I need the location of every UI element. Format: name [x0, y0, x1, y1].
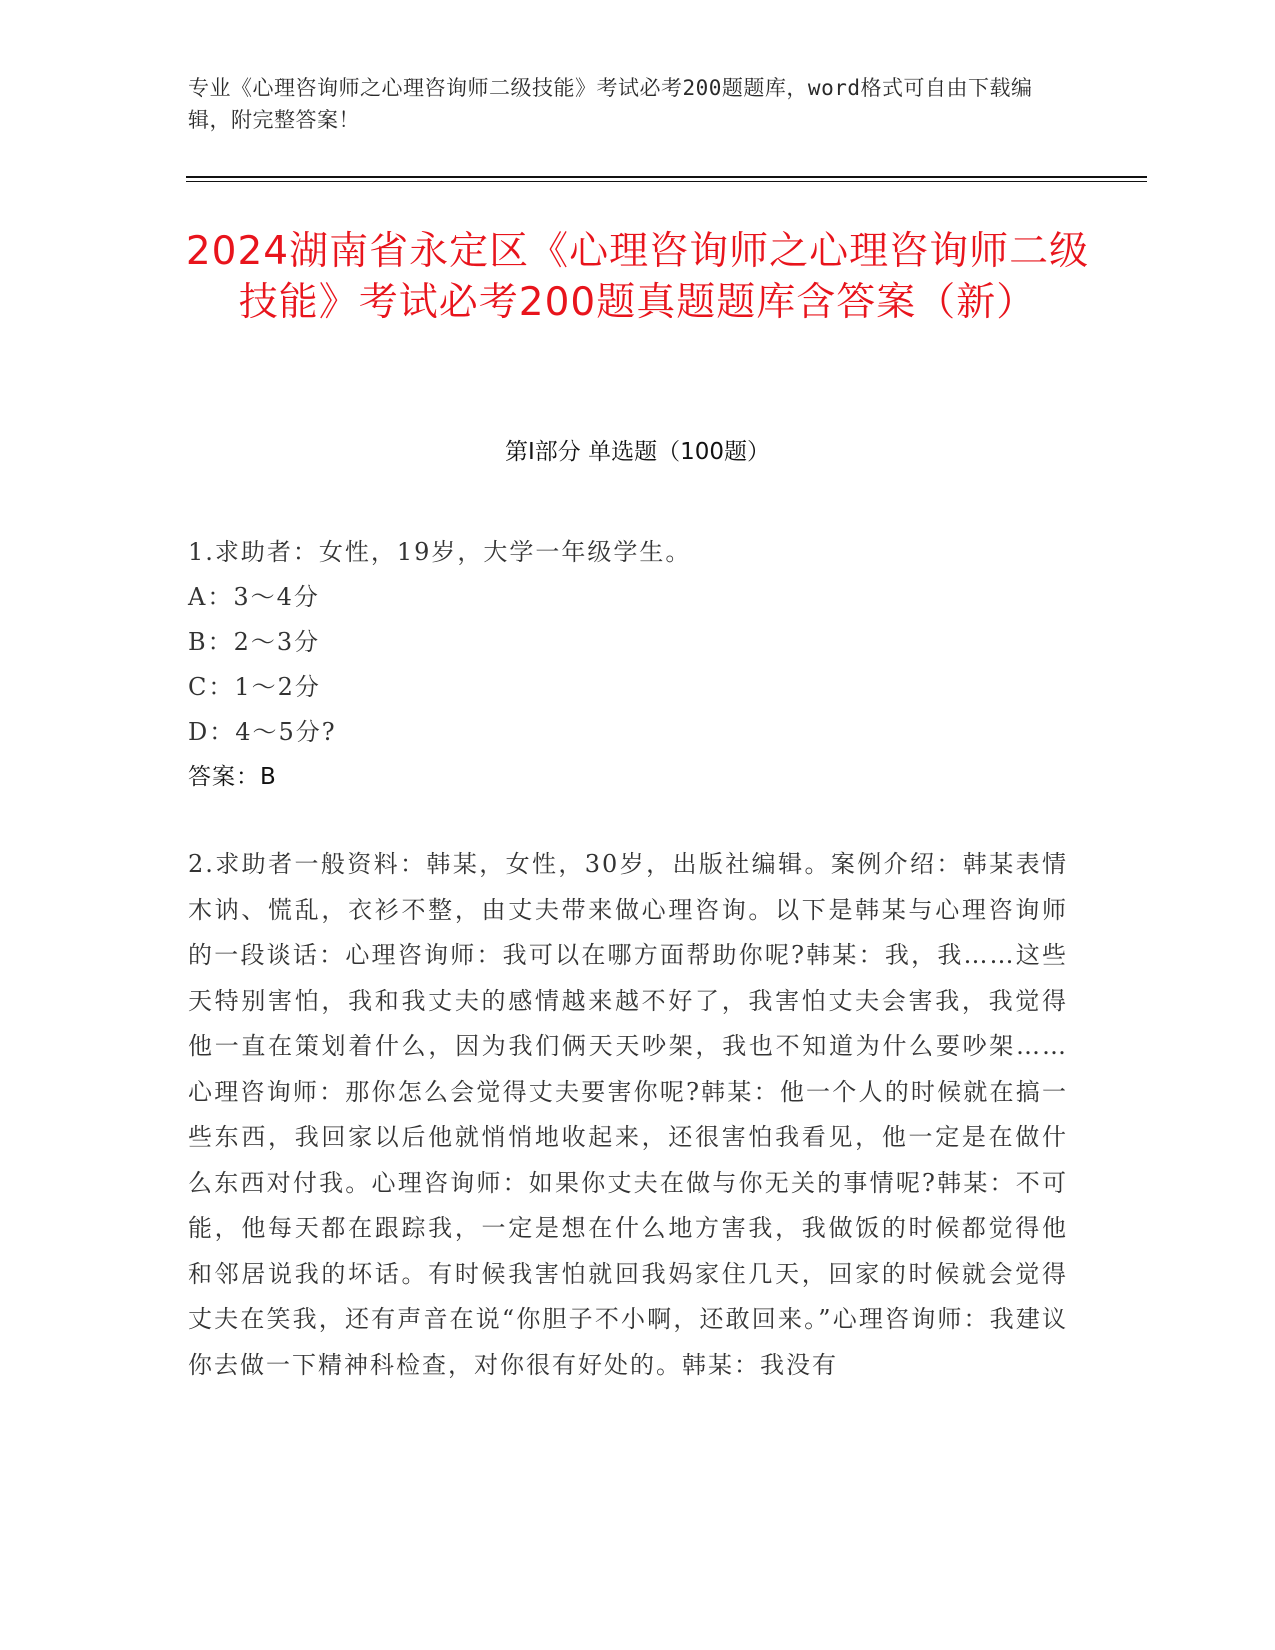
question-answer: 答案：B — [188, 764, 277, 790]
header-divider-thin — [186, 181, 1147, 182]
option-b: B：2～3分 — [188, 628, 321, 656]
option-a: A：3～4分 — [188, 583, 320, 611]
header-divider-thick — [186, 176, 1147, 178]
document-title: 2024湖南省永定区《心理咨询师之心理咨询师二级技能》考试必考200题真题题库含答案（新） — [185, 229, 1090, 325]
option-c: C：1～2分 — [188, 673, 321, 701]
question-1 — [188, 530, 1068, 800]
section-heading: 第I部分 单选题（100题） — [505, 439, 770, 465]
question-2: 2.求助者一般资料：韩某，女性，30岁，出版社编辑。案例介绍：韩某表情木讷、慌乱，衣衫不整，由丈夫带来做心理咨询。以下是韩某与心理咨询师的一段谈话：心理咨询师：我可以在哪方面帮助你呢?韩某：我，我……这些天特别害怕，我和我丈夫的感情越来越不好了，我害怕丈夫会害我，我觉得他一直在策划着什么，因为我们俩天天吵架，我也不知道为什么要吵架……心理咨询师：那你怎么会觉得丈夫要害你呢?韩某：他一个人的时候就在搞一些东西，我回家以后他就悄悄地收起来，还很害怕我看见，他一定是在做什么东西对付我。心理咨询师：如果你丈夫在做与你无关的事情呢?韩某：不可能，他每天都在跟踪我，一定是想在什么地方害我，我做饭的时候都觉得他和邻居说我的坏话。有时候我害怕就回我妈家住几天，回家的时候就会觉得丈夫在笑我，还有声音在说“你胆子不小啊，还敢回来。”心理咨询师：我建议你去做一下精神科检查，对你很有好处的。韩某：我没有 — [188, 850, 1068, 1379]
question-stem: 1.求助者：女性，19岁，大学一年级学生。 — [188, 538, 692, 566]
option-d: D：4～5分? — [188, 718, 337, 746]
header-note: 专业《心理咨询师之心理咨询师二级技能》考试必考200题题库，word格式可自由下载编辑，附完整答案！ — [188, 76, 1033, 132]
